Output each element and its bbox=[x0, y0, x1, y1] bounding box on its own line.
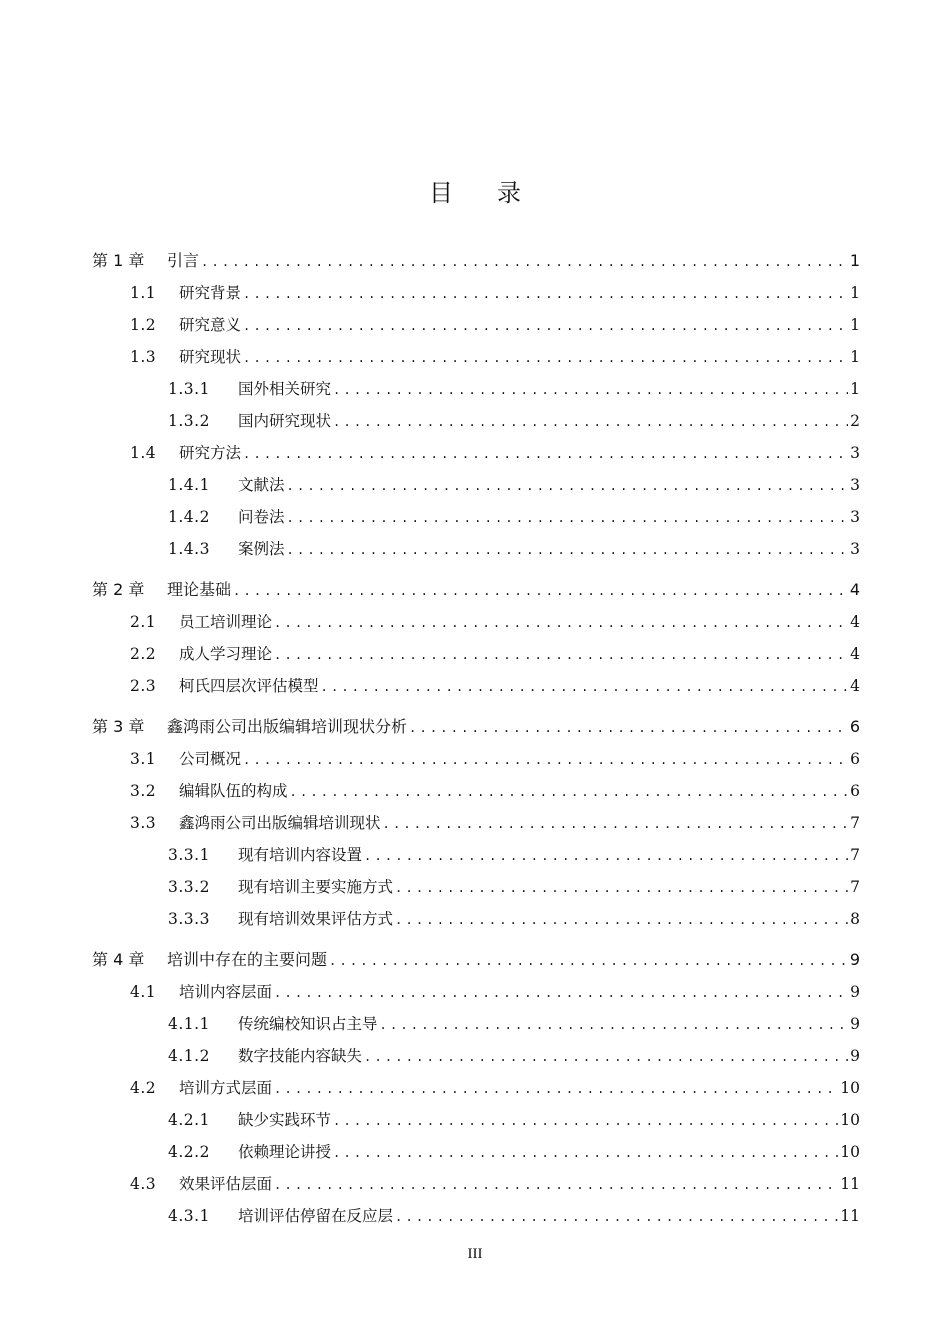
dot-leader bbox=[274, 981, 848, 1005]
toc-entry-page: 9 bbox=[849, 950, 860, 969]
toc-entry-page: 4 bbox=[850, 645, 860, 663]
toc-entry-title: 鑫鸿雨公司出版编辑培训现状 bbox=[179, 814, 381, 832]
toc-entry-title: 公司概况 bbox=[179, 750, 242, 768]
dot-leader bbox=[287, 474, 849, 498]
toc-section-entry[interactable] bbox=[130, 281, 860, 305]
toc-entry-title: 数字技能内容缺失 bbox=[238, 1047, 363, 1065]
toc-entry-page: 3 bbox=[850, 476, 860, 494]
toc-entry-title: 引言 bbox=[167, 251, 200, 270]
toc-entry-number: 第 4 章 bbox=[92, 950, 145, 969]
title-char-1: 目 bbox=[429, 179, 453, 207]
toc-entry-page: 1 bbox=[850, 348, 860, 366]
dot-leader bbox=[243, 442, 848, 466]
toc-entry-number: 3.2 bbox=[130, 782, 157, 800]
dot-leader bbox=[395, 876, 848, 900]
toc-entry-page: 11 bbox=[840, 1175, 860, 1193]
toc-entry-title: 鑫鸿雨公司出版编辑培训现状分析 bbox=[167, 717, 408, 736]
toc-entry-page: 7 bbox=[850, 846, 860, 864]
toc-subsection-entry[interactable] bbox=[168, 907, 860, 931]
dot-leader bbox=[290, 780, 849, 804]
toc-entry-title: 研究方法 bbox=[179, 444, 242, 462]
toc-subsection-entry[interactable] bbox=[168, 473, 860, 497]
toc-entry-number: 第 3 章 bbox=[92, 717, 145, 736]
dot-leader bbox=[395, 1205, 838, 1229]
toc-entry-page: 3 bbox=[850, 444, 860, 462]
toc-entry-number: 1.2 bbox=[130, 316, 157, 334]
toc-entry-title: 效果评估层面 bbox=[179, 1175, 273, 1193]
toc-entry-title: 培训方式层面 bbox=[179, 1079, 273, 1097]
toc-subsection-entry[interactable] bbox=[168, 1108, 860, 1132]
toc-subsection-entry[interactable] bbox=[168, 875, 860, 899]
toc-entry-page: 9 bbox=[850, 983, 860, 1001]
dot-leader bbox=[287, 538, 849, 562]
toc-entry-page: 4 bbox=[849, 580, 860, 599]
toc-entry-page: 1 bbox=[850, 284, 860, 302]
dot-leader bbox=[409, 716, 848, 740]
toc-subsection-entry[interactable] bbox=[168, 1044, 860, 1068]
toc-entry-number: 1.3.2 bbox=[168, 412, 210, 430]
toc-entry-number: 3.3 bbox=[130, 814, 157, 832]
dot-leader bbox=[274, 1173, 838, 1197]
toc-entry-number: 第 2 章 bbox=[92, 580, 145, 599]
toc-chapter-entry[interactable] bbox=[92, 948, 860, 972]
toc-entry-title: 培训评估停留在反应层 bbox=[238, 1207, 394, 1225]
toc-entry-number: 2.1 bbox=[130, 613, 157, 631]
toc-entry-title: 员工培训理论 bbox=[179, 613, 273, 631]
toc-chapter-entry[interactable] bbox=[92, 715, 860, 739]
dot-leader bbox=[201, 250, 848, 274]
toc-entry-page: 3 bbox=[850, 540, 860, 558]
dot-leader bbox=[274, 643, 848, 667]
toc-section-entry[interactable] bbox=[130, 313, 860, 337]
toc-entry-page: 6 bbox=[849, 717, 860, 736]
dot-leader bbox=[333, 410, 848, 434]
toc-entry-number: 3.3.1 bbox=[168, 846, 210, 864]
toc-entry-page: 3 bbox=[850, 508, 860, 526]
toc-entry-page: 9 bbox=[850, 1047, 860, 1065]
toc-entry-page: 1 bbox=[850, 380, 860, 398]
dot-leader bbox=[274, 611, 848, 635]
toc-entry-page: 7 bbox=[850, 878, 860, 896]
toc-subsection-entry[interactable] bbox=[168, 505, 860, 529]
toc-entry-title: 缺少实践环节 bbox=[238, 1111, 332, 1129]
toc-section-entry[interactable] bbox=[130, 674, 860, 698]
toc-entry-title: 理论基础 bbox=[167, 580, 232, 599]
dot-leader bbox=[380, 1013, 849, 1037]
toc-entry-page: 2 bbox=[850, 412, 860, 430]
toc-entry-page: 7 bbox=[850, 814, 860, 832]
dot-leader bbox=[333, 378, 848, 402]
toc-entry-page: 10 bbox=[840, 1143, 860, 1161]
toc-entry-number: 4.1.1 bbox=[168, 1015, 210, 1033]
toc-entry-number: 3.1 bbox=[130, 750, 157, 768]
toc-entry-title: 编辑队伍的构成 bbox=[179, 782, 288, 800]
toc-entry-number: 4.3 bbox=[130, 1175, 157, 1193]
dot-leader bbox=[321, 675, 849, 699]
dot-leader bbox=[333, 1141, 838, 1165]
toc-entry-page: 11 bbox=[840, 1207, 860, 1225]
toc-entry-title: 研究背景 bbox=[179, 284, 242, 302]
toc-entry-number: 4.2.1 bbox=[168, 1111, 210, 1129]
toc-section-entry[interactable] bbox=[130, 747, 860, 771]
dot-leader bbox=[333, 1109, 838, 1133]
toc-entry-number: 4.2 bbox=[130, 1079, 157, 1097]
toc-entry-title: 现有培训效果评估方式 bbox=[238, 910, 394, 928]
page-number: III bbox=[467, 1246, 483, 1262]
dot-leader bbox=[243, 314, 848, 338]
dot-leader bbox=[233, 579, 848, 603]
toc-entry-page: 9 bbox=[850, 1015, 860, 1033]
toc-entry-number: 3.3.3 bbox=[168, 910, 210, 928]
toc-entry-page: 4 bbox=[850, 677, 860, 695]
toc-entry-title: 国外相关研究 bbox=[238, 380, 332, 398]
toc-entry-page: 6 bbox=[850, 750, 860, 768]
toc-entry-number: 2.2 bbox=[130, 645, 157, 663]
toc-entry-title: 问卷法 bbox=[238, 508, 285, 526]
dot-leader bbox=[383, 812, 849, 836]
toc-entry-page: 10 bbox=[840, 1111, 860, 1129]
toc-entry-number: 1.1 bbox=[130, 284, 157, 302]
toc-entry-number: 2.3 bbox=[130, 677, 157, 695]
toc-chapter-entry[interactable] bbox=[92, 249, 860, 273]
toc-chapter-entry[interactable] bbox=[92, 578, 860, 602]
toc-section-entry[interactable] bbox=[130, 1076, 860, 1100]
toc-entry-number: 1.3 bbox=[130, 348, 157, 366]
toc-entry-title: 国内研究现状 bbox=[238, 412, 332, 430]
toc-entry-number: 4.1.2 bbox=[168, 1047, 210, 1065]
toc-entry-title: 研究现状 bbox=[179, 348, 242, 366]
dot-leader bbox=[287, 506, 849, 530]
toc-entry-page: 4 bbox=[850, 613, 860, 631]
toc-section-entry[interactable] bbox=[130, 811, 860, 835]
toc-entry-title: 成人学习理论 bbox=[179, 645, 273, 663]
toc-subsection-entry[interactable] bbox=[168, 843, 860, 867]
toc-subsection-entry[interactable] bbox=[168, 1204, 860, 1228]
toc-entry-title: 案例法 bbox=[238, 540, 285, 558]
toc-subsection-entry[interactable] bbox=[168, 1012, 860, 1036]
dot-leader bbox=[274, 1077, 838, 1101]
toc-entry-title: 现有培训内容设置 bbox=[238, 846, 363, 864]
toc-subsection-entry[interactable] bbox=[168, 1140, 860, 1164]
toc-entry-title: 研究意义 bbox=[179, 316, 242, 334]
toc-entry-number: 1.4 bbox=[130, 444, 157, 462]
toc-entry-title: 传统编校知识占主导 bbox=[238, 1015, 378, 1033]
dot-leader bbox=[243, 346, 848, 370]
toc-entry-title: 培训中存在的主要问题 bbox=[167, 950, 328, 969]
toc-entry-title: 柯氏四层次评估模型 bbox=[179, 677, 319, 695]
toc-entry-page: 10 bbox=[840, 1079, 860, 1097]
toc-entry-number: 4.1 bbox=[130, 983, 157, 1001]
toc-entry-page: 6 bbox=[850, 782, 860, 800]
title-char-2: 录 bbox=[497, 179, 521, 207]
toc-entry-page: 1 bbox=[849, 251, 860, 270]
toc-entry-title: 依赖理论讲授 bbox=[238, 1143, 332, 1161]
toc-entry-number: 4.2.2 bbox=[168, 1143, 210, 1161]
toc-section-entry[interactable] bbox=[130, 610, 860, 634]
toc-entry-title: 现有培训主要实施方式 bbox=[238, 878, 394, 896]
toc-entry-number: 第 1 章 bbox=[92, 251, 145, 270]
dot-leader bbox=[364, 844, 848, 868]
dot-leader bbox=[395, 908, 848, 932]
toc-section-entry[interactable] bbox=[130, 345, 860, 369]
dot-leader bbox=[243, 282, 848, 306]
toc-entry-title: 文献法 bbox=[238, 476, 285, 494]
toc-section-entry[interactable] bbox=[130, 642, 860, 666]
toc-subsection-entry[interactable] bbox=[168, 377, 860, 401]
toc-entry-number: 1.4.1 bbox=[168, 476, 210, 494]
toc-section-entry[interactable] bbox=[130, 980, 860, 1004]
toc-entry-number: 1.4.2 bbox=[168, 508, 210, 526]
toc-subsection-entry[interactable] bbox=[168, 409, 860, 433]
toc-entry-page: 1 bbox=[850, 316, 860, 334]
toc-entry-number: 3.3.2 bbox=[168, 878, 210, 896]
dot-leader bbox=[364, 1045, 848, 1069]
toc-entry-number: 1.3.1 bbox=[168, 380, 210, 398]
dot-leader bbox=[243, 748, 848, 772]
toc-entry-page: 8 bbox=[850, 910, 860, 928]
toc-entry-number: 1.4.3 bbox=[168, 540, 210, 558]
toc-section-entry[interactable] bbox=[130, 1172, 860, 1196]
toc-section-entry[interactable] bbox=[130, 441, 860, 465]
toc-entry-title: 培训内容层面 bbox=[179, 983, 273, 1001]
toc-entry-number: 4.3.1 bbox=[168, 1207, 210, 1225]
toc-section-entry[interactable] bbox=[130, 779, 860, 803]
toc-subsection-entry[interactable] bbox=[168, 537, 860, 561]
dot-leader bbox=[329, 949, 848, 973]
